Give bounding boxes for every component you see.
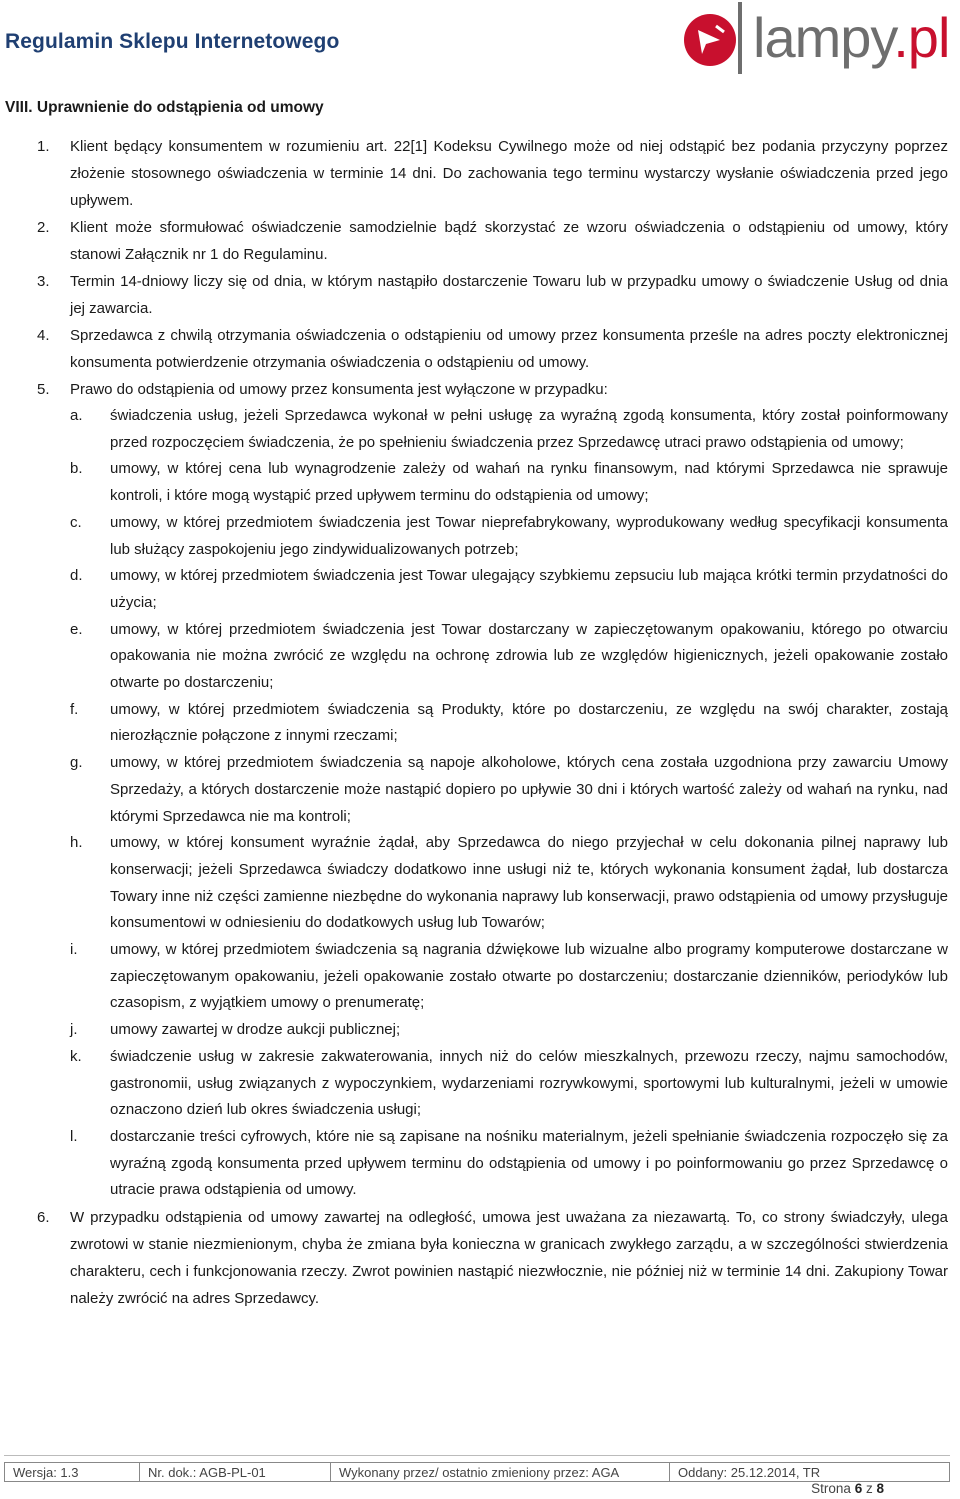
sub-list-item: e. umowy, w której przedmiotem świadczenia jest Towar dostarczany w zapieczętowanym opakowaniu, którego po otwarciu opakowania nie można zwrócić ze względu na ochronę zdrowia lub ze względów higienicznych, jeżeli opakowanie zostało otwarte po dostarczeniu; xyxy=(70,620,948,692)
sub-list-item: h. umowy, w której konsument wyraźnie żądał, aby Sprzedawca do niego przyjechał w celu dokonania pilnej naprawy lub konserwacji; jeżeli Sprzedawca świadczy dodatkowo inne usługi niż te, których wykonania konsument żądał, lub dostarcza Towary inne niż części zamienne niezbędne do wykonania naprawy lub konserwacji, prawo odstąpienia od umowy przysługuje konsumentowi w odniesieniu do dodatkowych usług lub Towarów; xyxy=(70,834,948,932)
sub-list-item: c. umowy, w której przedmiotem świadczenia jest Towar nieprefabrykowany, wyprodukowany według specyfikacji konsumenta lub służący zaspokojeniu jego zindywidualizowanych potrzeb; xyxy=(70,513,948,558)
footer-version: Wersja: 1.3 xyxy=(5,1463,140,1482)
list-item: 5. Prawo do odstąpienia od umowy przez konsumenta jest wyłączone w przypadku: xyxy=(37,381,608,398)
list-item: 3. Termin 14-dniowy liczy się od dnia, w którym nastąpiło dostarczenie Towaru lub w przypadku umowy o świadczenie Usług od dnia jej zawarcia. xyxy=(37,273,948,317)
list-item: 6. W przypadku odstąpienia od umowy zawartej na odległość, umowa jest uważana za niezawartą. To, co strony świadczyły, ulega zwrotowi w stanie niezmienionym, chyba że zmiana była konieczna w granicach zwykłego zarządu, a w szczególności stwierdzenia charakteru, cech i funkcjonowania rzeczy. Zwrot powinien nastąpić niezwłocznie, nie później niż w terminie 14 dni. Zakupiony Towar należy zwrócić na adres Sprzedawcy. xyxy=(37,1209,948,1308)
lampy-logo xyxy=(676,2,960,74)
sub-list-item: d. umowy, w której przedmiotem świadczenia jest Towar ulegający szybkiemu zepsuciu lub mająca krótki termin przydatności do użycia; xyxy=(70,567,948,611)
page-number: Strona 6 z 8 xyxy=(811,1481,884,1496)
footer-docno: Nr. dok.: AGB-PL-01 xyxy=(140,1463,331,1482)
sub-list-item: j. umowy zawartej w drodze aukcji publicznej; xyxy=(70,1021,401,1039)
list-item: 4. Sprzedawca z chwilą otrzymania oświadczenia o odstąpieniu od umowy przez konsumenta prześle na adres poczty elektronicznej konsumenta potwierdzenie otrzymania oświadczenia o odstąpieniu od umowy. xyxy=(37,327,948,371)
sub-list-item: g. umowy, w której przedmiotem świadczenia są napoje alkoholowe, których cena została uzgodniona przy zawarciu Umowy Sprzedaży, a których dostarczenie może nastąpić dopiero po upływie 30 dni i których wartość zależy od wahań na rynku, nad którymi Sprzedawca nie ma kontroli; xyxy=(70,754,948,825)
sub-list-item: f. umowy, w której przedmiotem świadczenia są Produkty, które po dostarczeniu, ze względu na swój charakter, zostają nierozłącznie połączone z innymi rzeczami; xyxy=(70,700,948,745)
footer-author: Wykonany przez/ ostatnio zmieniony przez: AGA xyxy=(331,1463,670,1482)
sub-list-item: l. dostarczanie treści cyfrowych, które nie są zapisane na nośniku materialnym, jeżeli spełnianie świadczenia rozpoczęło się za wyraźną zgodą konsumenta przed upływem terminu do odstąpienia od umowy i po poinformowaniu go przez Sprzedawcę o utracie prawa odstąpienia od umowy. xyxy=(70,1127,948,1199)
footer-date: Oddany: 25.12.2014, TR xyxy=(670,1463,950,1482)
document-body xyxy=(0,133,960,1312)
section-title: VIII. Uprawnienie do odstąpienia od umowy xyxy=(5,99,324,116)
document-title: Regulamin Sklepu Internetowego xyxy=(5,30,340,53)
sub-list-item: i. umowy, w której przedmiotem świadczenia są nagrania dźwiękowe lub wizualne albo programy komputerowe dostarczane w zapieczętowanym opakowaniu, jeżeli opakowanie zostało otwarte po dostarczeniu; dostarczanie dzienników, periodyków lub czasopism, z wyjątkiem umowy o prenumeratę; xyxy=(70,941,948,1012)
footer-table xyxy=(4,1462,950,1482)
logo-mark-icon xyxy=(676,2,752,74)
list-item: 1. Klient będący konsumentem w rozumieniu art. 22[1] Kodeksu Cywilnego może od niej odstąpić bez podania przyczyny poprzez złożenie stosownego oświadczenia w terminie 14 dni. Do zachowania tego terminu wystarczy wysłanie oświadczenia przed jego upływem. xyxy=(37,138,948,209)
sub-list-item: b. umowy, w której cena lub wynagrodzenie zależy od wahań na rynku finansowym, nad którymi Sprzedawca nie sprawuje kontroli, i które mogą wystąpić przed upływem terminu do odstąpienia od umowy; xyxy=(70,460,948,505)
sub-list-item: a. świadczenia usług, jeżeli Sprzedawca wykonał w pełni usługę za wyraźną zgodą konsumenta, który został poinformowany przed rozpoczęciem świadczenia, że po spełnieniu świadczenia przez Sprzedawcę utraci prawo odstąpienia od umowy; xyxy=(70,407,948,451)
list-item: 2. Klient może sformułować oświadczenie samodzielnie bądź skorzystać ze wzoru oświadczenia o odstąpieniu od umowy, który stanowi Załącznik nr 1 do Regulaminu. xyxy=(37,219,948,263)
logo-wordmark: lampy.pl xyxy=(753,6,950,69)
footer-divider xyxy=(4,1455,950,1456)
sub-list-item: k. świadczenie usług w zakresie zakwaterowania, innych niż do celów mieszkalnych, przewozu rzeczy, najmu samochodów, gastronomii, usług związanych z wypoczynkiem, wydarzeniami rozrywkowymi, sportowymi lub kulturalnymi, jeżeli w umowie oznaczono dzień lub okres świadczenia usługi; xyxy=(70,1047,948,1119)
